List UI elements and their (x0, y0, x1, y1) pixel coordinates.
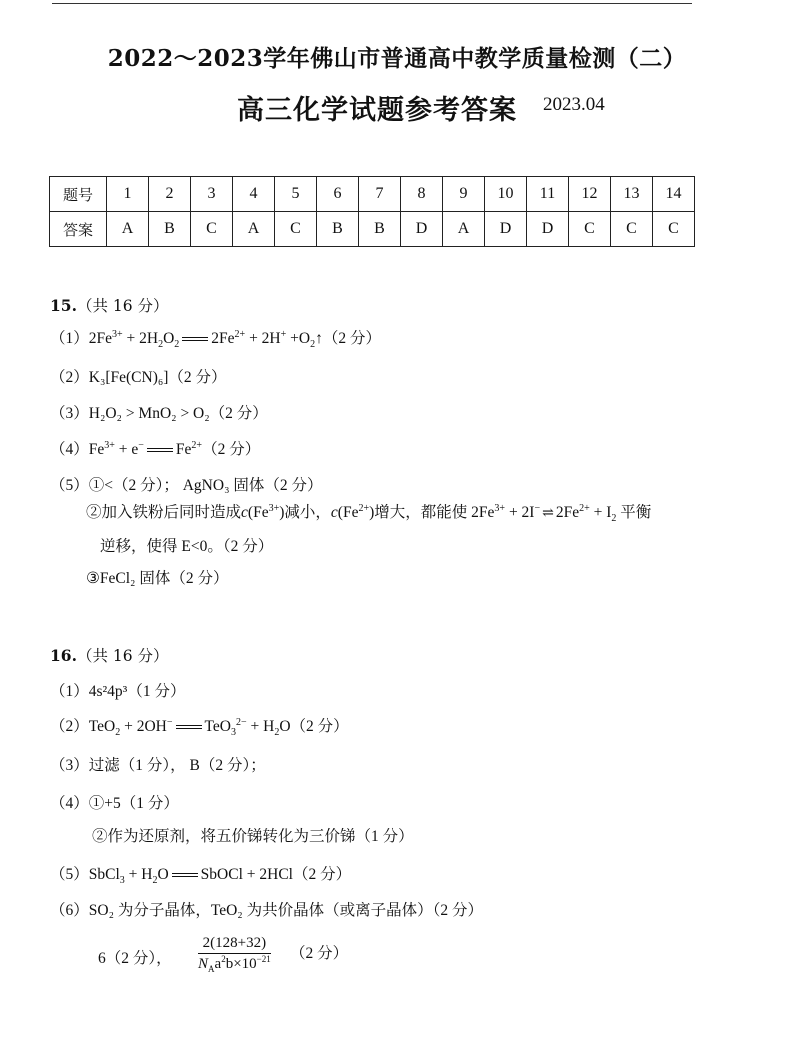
document-date: 2023.04 (543, 94, 605, 115)
q16-part4a: （4）①+5（1 分） (50, 795, 179, 812)
q15-part5a: （5）①<（2 分）； AgNO₃ 固体（2 分） (50, 477, 323, 494)
equals-sign (182, 337, 208, 341)
q16-part3: （3）过滤（1 分）， B（2 分）； (50, 757, 266, 774)
question-points: （共 16 分） (76, 297, 169, 315)
q16-part6b-prefix: 6（2 分）， (98, 950, 172, 967)
equals-sign (172, 873, 198, 877)
question-number: 16. (50, 646, 77, 665)
reversible-arrow-icon: ⇌ (542, 505, 554, 521)
table-cell: 9 (443, 177, 485, 212)
q15-part3: （3）H₂O₂ > MnO₂ > O₂（2 分） (50, 405, 268, 422)
part-label: （1） (50, 330, 89, 347)
part-score: （2 分） (292, 866, 352, 883)
table-cell: C (611, 212, 653, 247)
table-cell: A (443, 212, 485, 247)
q15-part4: $(4)Fe^{3+} + e^-$ $Fe^{2+}(2$ 分） (50, 439, 261, 458)
table-cell: 1 (107, 177, 149, 212)
table-cell: C (191, 212, 233, 247)
q16-part4b: ②作为还原剂，将五价锑转化为三价锑（1 分） (92, 828, 414, 845)
table-header-number: 题号 (50, 177, 107, 212)
q15-part1: $(1)2Fe^{3+} + 2H_2O_2$ $2Fe^{2+} + 2H^+$ $+O_2↑(2$ 分） (50, 328, 381, 351)
part-text: ②加入铁粉后同时造成 (86, 504, 242, 521)
part-score: （2 分） (290, 718, 349, 735)
part-text: 平衡 (620, 504, 652, 521)
table-cell: 11 (527, 177, 569, 212)
density-fraction (198, 935, 271, 973)
table-cell: B (149, 212, 191, 247)
q16-part1: （1）4s²4p³（1 分） (50, 683, 186, 700)
part-label: （2） (50, 718, 89, 735)
part-text: 减小， (284, 504, 331, 521)
table-cell: C (275, 212, 317, 247)
q16-part6b-score: （2 分） (290, 945, 349, 962)
q16-part6: （6）SO₂ 为分子晶体，TeO₂ 为共价晶体（或离子晶体）（2 分） (50, 902, 483, 919)
q15-part5b: ②加入铁粉后同时造成$c(Fe^{3+})$减小，$c(Fe^{2+})$增大，都能使 $2Fe^{3+} + 2I^-$ ⇌ $2Fe^{2+} + I_2$ 平衡 (86, 502, 652, 525)
document-subtitle: 高三化学试题参考答案 (237, 95, 517, 126)
table-row-answers (50, 212, 695, 247)
question-number: 15. (50, 296, 77, 315)
fraction-denominator: $N_Aa^2b\times 10^{-21}$ (198, 954, 271, 974)
q16-part2: （2）TeO$_2$ + 2OH− $TeO_3^{2-} + H_2O(2$ 分） (50, 716, 349, 739)
part-score: （2 分） (322, 330, 381, 347)
equals-sign (147, 448, 173, 452)
table-row-numbers (50, 177, 695, 212)
part-label: （4） (50, 441, 89, 458)
table-cell: A (107, 212, 149, 247)
table-cell: 3 (191, 177, 233, 212)
question-points: （共 16 分） (76, 647, 169, 665)
document-title: 2022～2023学年佛山市普通高中教学质量检测（二） (107, 45, 687, 72)
table-cell: D (527, 212, 569, 247)
table-cell: 2 (149, 177, 191, 212)
table-cell: 5 (275, 177, 317, 212)
table-cell: 13 (611, 177, 653, 212)
table-cell: C (653, 212, 695, 247)
table-cell: 10 (485, 177, 527, 212)
q15-part2: （2）K₃[Fe(CN)₆]（2 分） (50, 369, 227, 386)
table-header-answer: 答案 (50, 212, 107, 247)
table-cell: 12 (569, 177, 611, 212)
question-15-heading (50, 294, 169, 316)
equals-sign (176, 725, 202, 729)
part-label: （5） (50, 866, 89, 883)
table-cell: B (359, 212, 401, 247)
table-cell: C (569, 212, 611, 247)
table-cell: 14 (653, 177, 695, 212)
table-cell: D (401, 212, 443, 247)
table-cell: A (233, 212, 275, 247)
part-text: 增大，都能使 (374, 504, 468, 521)
table-cell: B (317, 212, 359, 247)
table-cell: 8 (401, 177, 443, 212)
fraction-numerator: 2(128+32) (198, 935, 271, 954)
table-cell: 7 (359, 177, 401, 212)
table-cell: 6 (317, 177, 359, 212)
question-16-heading (50, 644, 169, 666)
table-cell: D (485, 212, 527, 247)
q15-part5d: ③FeCl₂ 固体（2 分） (86, 570, 229, 587)
table-cell: 4 (233, 177, 275, 212)
q16-part5: （5）SbCl$_3$ + $H_2O$ SbOCl + 2HCl（2 分） (50, 866, 352, 887)
q15-part5c: 逆移，使得 E<0。（2 分） (100, 538, 274, 555)
top-rule (52, 3, 692, 4)
part-score: （2 分） (202, 441, 261, 458)
answer-table (49, 176, 695, 247)
